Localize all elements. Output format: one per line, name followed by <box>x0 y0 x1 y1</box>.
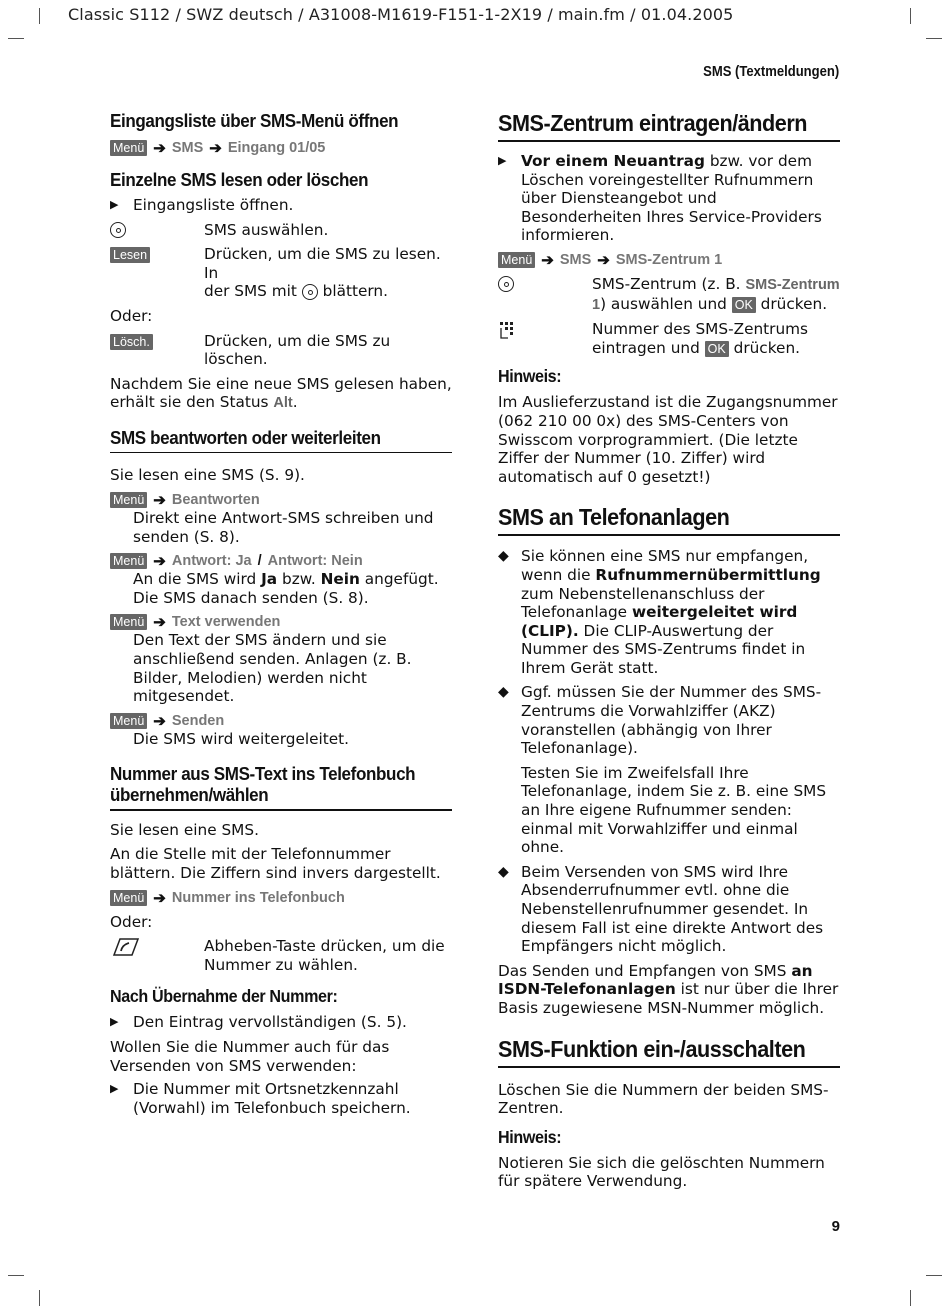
menu-path-item: Nummer ins Telefonbuch <box>171 889 345 906</box>
hint-text: Notieren Sie sich die gelöschten Nummern für spätere Verwendung. <box>498 1153 825 1191</box>
paragraph: Löschen Sie die Nummern der beiden SMS-Zentren. <box>498 1080 829 1118</box>
triangle-bullet-icon: ▶ <box>110 1082 119 1096</box>
text-part: bzw. vor dem Löschen voreingestellter Rufnummern über Diensteangebot und Besonderheiten Ihres Service-Providers informieren. <box>521 152 822 245</box>
text-part: an ISDN-Telefonanlagen <box>498 961 813 999</box>
navigation-key-icon <box>302 284 318 300</box>
menu-path <box>110 613 452 631</box>
list-item-text: Ggf. müssen Sie der Nummer des SMS-Zentrums die Vorwahlziffer (AKZ) voranstellen (abhängig von Ihrer Telefonanlage). <box>521 683 822 758</box>
triangle-bullet-icon: ▶ <box>498 154 507 167</box>
arrow-right-icon: ➔ <box>153 889 166 907</box>
menu-path <box>110 889 452 907</box>
menu-key: Menü <box>110 614 147 630</box>
menu-key: Menü <box>110 553 147 569</box>
menu-path-item: Beantworten <box>171 492 260 509</box>
section-title: SMS an Telefonanlagen <box>498 504 730 531</box>
text-part: Nein <box>320 570 360 589</box>
menu-path <box>498 251 840 269</box>
key-description <box>592 320 840 357</box>
section-rule <box>110 809 452 811</box>
arrow-right-icon: ➔ <box>153 614 166 632</box>
crop-mark <box>39 8 40 24</box>
display-text: Alt <box>273 395 293 412</box>
menu-description: Die SMS wird weitergeleitet. <box>133 729 350 748</box>
keypad-icon <box>498 320 516 340</box>
key-row <box>110 221 452 240</box>
right-column <box>498 108 840 1191</box>
text-part: An die SMS wird <box>133 570 257 589</box>
arrow-right-icon: ➔ <box>597 251 610 269</box>
menu-key: Menü <box>110 713 147 729</box>
menu-path-item: SMS <box>171 140 204 156</box>
menu-description: Den Text der SMS ändern und sie anschließend senden. Anlagen (z. B. Bilder, Melodien) werden nicht mitgesendet. <box>133 631 412 706</box>
menu-key: Menü <box>110 890 147 906</box>
key-row <box>110 332 452 369</box>
section-title: Nummer aus SMS-Text ins Telefonbuch <box>110 763 416 785</box>
section-title: Einzelne SMS lesen oder löschen <box>110 169 369 190</box>
menu-path <box>110 552 452 570</box>
crop-mark <box>39 1290 40 1306</box>
arrow-right-icon: ➔ <box>209 140 222 157</box>
arrow-right-icon: ➔ <box>153 140 166 157</box>
key-row <box>110 937 452 974</box>
text-part: drücken. <box>733 338 800 357</box>
menu-path <box>110 139 452 157</box>
text-part: blättern. <box>322 282 388 301</box>
step-item <box>498 152 840 245</box>
arrow-right-icon: ➔ <box>541 251 554 269</box>
crop-mark <box>926 38 942 39</box>
triangle-bullet-icon: ▶ <box>110 198 119 211</box>
step-item <box>110 1080 452 1117</box>
talk-key-icon <box>110 937 140 957</box>
paragraph: Wollen Sie die Nummer auch für das Versenden von SMS verwenden: <box>110 1038 390 1075</box>
section-title: SMS-Funktion ein-/ausschalten <box>498 1035 806 1062</box>
running-title: SMS (Textmeldungen) <box>702 64 839 80</box>
menu-key: Menü <box>498 252 535 268</box>
key-row <box>110 245 452 301</box>
arrow-right-icon: ➔ <box>153 553 166 571</box>
step-item <box>110 1013 452 1032</box>
key-description <box>592 275 840 314</box>
navigation-key-icon <box>498 276 514 292</box>
menu-path-item: SMS-Zentrum 1 <box>615 251 723 268</box>
section-rule <box>110 452 452 454</box>
list-item-text <box>521 547 840 677</box>
text-part: der SMS mit <box>204 282 297 301</box>
left-column <box>110 108 452 1117</box>
key-description <box>204 245 452 301</box>
section-title: SMS-Zentrum eintragen/ändern <box>498 110 808 136</box>
section-title: Eingangsliste über SMS-Menü öffnen <box>110 110 399 131</box>
text-part: bzw. <box>282 570 316 589</box>
text-part: auswählen und <box>610 294 727 313</box>
ok-key: OK <box>705 341 729 357</box>
step-text: Den Eintrag vervollständigen (S. 5). <box>133 1013 407 1032</box>
hint-text: Im Auslieferzustand ist die Zugangsnummer (062 210 00 0x) des SMS-Centers von Swisscom vorprogrammiert. (Die letzte Ziffer der Nummer (10. Ziffer) wird automatisch auf 0 gesetzt!) <box>498 393 838 486</box>
text-part: . <box>292 393 298 412</box>
document-header-line: Classic S112 / SWZ deutsch / A31008-M1619-F151-1-2X19 / main.fm / 01.04.2005 <box>68 5 734 24</box>
text-part: zum Nebenstellenanschluss der Telefonanlage <box>521 584 765 622</box>
display-key: Lösch. <box>110 334 153 350</box>
step-item <box>110 196 452 215</box>
menu-path-item: Text verwenden <box>171 614 281 631</box>
subsection-title: Nach Übernahme der Nummer: <box>110 986 338 1007</box>
arrow-right-icon: ➔ <box>153 492 166 510</box>
key-description: Abheben-Taste drücken, um die Nummer zu wählen. <box>204 937 445 974</box>
step-text: Die Nummer mit Ortsnetzkennzahl (Vorwahl) im Telefonbuch speichern. <box>133 1080 411 1117</box>
paragraph: Sie lesen eine SMS. <box>110 820 259 839</box>
section-title: übernehmen/wählen <box>110 784 269 806</box>
text-part: Ja <box>261 570 278 589</box>
text-part: ist nur über die Ihrer Basis zugewiesene MSN-Nummer möglich. <box>498 980 839 1017</box>
diamond-bullet-icon: ◆ <box>498 684 509 701</box>
crop-mark <box>910 1290 911 1306</box>
menu-key: Menü <box>110 492 147 508</box>
text-part: drücken. <box>760 294 828 313</box>
paragraph: An die Stelle mit der Telefonnummer blättern. Die Ziffern sind invers dargestellt. <box>110 845 441 883</box>
oder-label: Oder: <box>110 306 153 325</box>
list-item-text: Beim Versenden von SMS wird Ihre Absenderrufnummer evtl. ohne die Nebenstellenrufnummer gesendet. In diesem Fall ist eine direkte Antwort des Empfängers nicht möglich. <box>521 862 824 956</box>
text-part: Sie können eine SMS nur empfangen, wenn die <box>521 547 809 584</box>
separator: / <box>257 553 262 570</box>
menu-path-item: Antwort: Nein <box>267 553 363 570</box>
navigation-key-icon <box>110 222 126 238</box>
crop-mark <box>8 38 24 39</box>
key-row <box>498 275 840 314</box>
menu-path <box>110 491 452 509</box>
text-part: Die CLIP-Auswertung der Nummer des SMS-Zentrums findet in Ihrem Gerät statt. <box>521 621 806 677</box>
list-item <box>498 683 840 757</box>
section-rule <box>498 1066 840 1068</box>
step-text: Eingangsliste öffnen. <box>133 196 294 214</box>
text-part: Rufnummernübermittlung <box>595 565 821 584</box>
text-part: angefügt. Die SMS danach senden (S. 8). <box>133 570 439 607</box>
diamond-bullet-icon: ◆ <box>498 863 509 880</box>
menu-description <box>110 570 452 607</box>
page-number: 9 <box>831 1218 840 1235</box>
ok-key: OK <box>732 297 756 313</box>
menu-description: Direkt eine Antwort-SMS schreiben und senden (S. 8). <box>133 509 434 546</box>
text-part: Vor einem Neuantrag <box>521 152 705 170</box>
crop-mark <box>910 8 911 24</box>
key-description: Drücken, um die SMS zu löschen. <box>204 331 391 369</box>
display-text: SMS-Zentrum 1 <box>592 276 840 313</box>
triangle-bullet-icon: ▶ <box>110 1015 119 1029</box>
paragraph <box>498 962 840 1018</box>
paragraph: Sie lesen eine SMS (S. 9). <box>110 466 305 485</box>
text-part: SMS-Zentrum (z. B. <box>592 274 741 293</box>
section-rule <box>498 140 840 142</box>
step-text <box>521 152 840 245</box>
list-item-paragraph: Testen Sie im Zweifelsfall Ihre Telefonanlage, indem Sie z. B. eine SMS an Ihre eigene Rufnummer senden: einmal mit Vorwahlziffer und einmal ohne. <box>521 763 827 857</box>
text-part: weitergeleitet wird (CLIP). <box>521 603 798 640</box>
menu-key: Menü <box>110 140 147 156</box>
list-item <box>498 863 840 956</box>
menu-path-item: SMS <box>559 251 592 268</box>
key-description: SMS auswählen. <box>204 220 329 239</box>
menu-path-item: Antwort: Ja <box>171 553 252 570</box>
text-part: ) <box>600 294 607 313</box>
crop-mark <box>926 1275 942 1276</box>
menu-path <box>110 712 452 730</box>
list-item <box>498 547 840 677</box>
diamond-bullet-icon: ◆ <box>498 548 509 565</box>
hint-title: Hinweis: <box>498 366 562 387</box>
menu-path-item: Eingang 01/05 <box>227 140 326 156</box>
oder-label: Oder: <box>110 912 153 931</box>
text-part: Nummer des SMS-Zentrums eintragen und <box>592 320 809 357</box>
paragraph <box>110 375 452 413</box>
section-title: SMS beantworten oder weiterleiten <box>110 426 381 448</box>
arrow-right-icon: ➔ <box>153 712 166 730</box>
text-part: Das Senden und Empfangen von SMS <box>498 961 787 980</box>
section-rule <box>498 534 840 536</box>
text-part: Drücken, um die SMS zu lesen. In <box>204 245 441 282</box>
key-row <box>498 320 840 357</box>
text-part: Nachdem Sie eine neue SMS gelesen haben, erhält sie den Status <box>110 374 452 412</box>
menu-path-item: Senden <box>171 712 225 729</box>
hint-title: Hinweis: <box>498 1126 562 1147</box>
display-key: Lesen <box>110 247 150 263</box>
crop-mark <box>8 1275 24 1276</box>
